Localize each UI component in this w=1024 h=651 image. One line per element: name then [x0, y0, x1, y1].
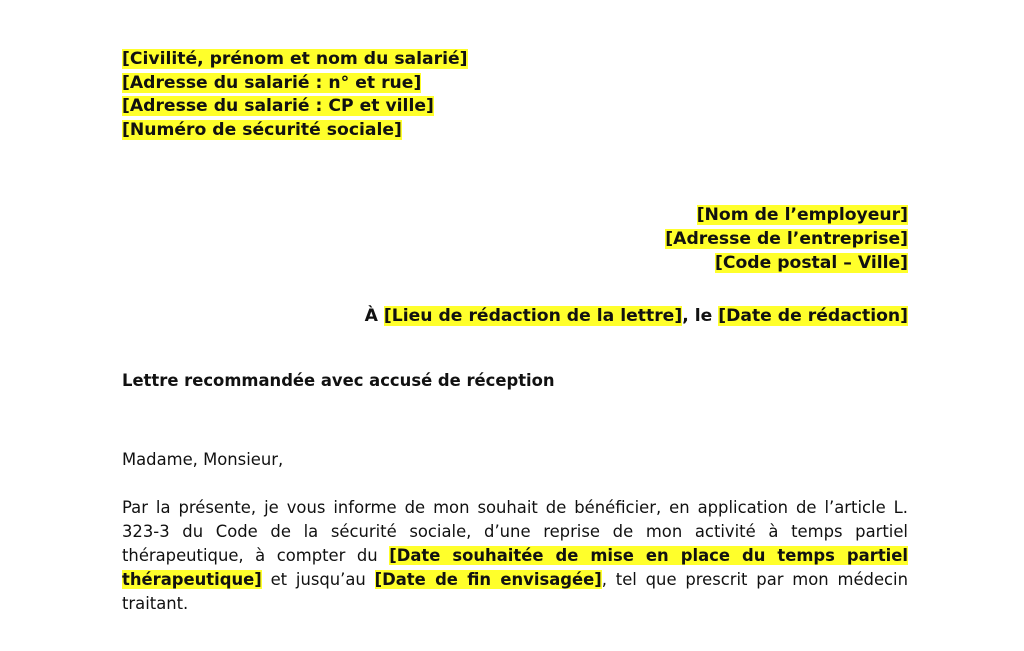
place-date-separator: , le: [682, 306, 719, 326]
sender-line: [122, 72, 908, 96]
body-text-part: Par la présente, je vous informe de mon souhait de bénéficier, en application de l’article L. 323-3 du Code de la sécurité sociale, d’une reprise de mon activité à temps partiel thérapeutique, à compter du: [122, 498, 908, 565]
employer-name-placeholder: [Nom de l’employeur]: [696, 205, 908, 225]
company-address-placeholder: [Adresse de l’entreprise]: [665, 229, 908, 249]
end-date-placeholder: [Date de fin envisagée]: [374, 570, 602, 589]
postal-code-city-placeholder: [Code postal – Ville]: [714, 253, 908, 273]
letter-page: [122, 48, 909, 613]
place-placeholder: [Lieu de rédaction de la lettre]: [383, 306, 683, 326]
sender-street-placeholder: [Adresse du salarié : n° et rue]: [122, 72, 422, 93]
place-date-line: [365, 304, 908, 328]
recipient-line: [665, 227, 908, 251]
sender-city-placeholder: [Adresse du salarié : CP et ville]: [122, 96, 434, 116]
sender-social-security-placeholder: [Numéro de sécurité sociale]: [122, 119, 402, 140]
sender-block: [122, 48, 908, 142]
start-date-placeholder: [Date souhaitée de mise en place du temps partiel thérapeutique]: [122, 546, 909, 589]
date-placeholder: [Date de rédaction]: [718, 306, 908, 326]
sender-line: [122, 95, 908, 119]
salutation: Madame, Monsieur,: [122, 450, 284, 469]
body-text-part: et jusqu’au: [261, 570, 375, 589]
letter-subject: Lettre recommandée avec accusé de réception: [122, 371, 555, 390]
place-date-prefix: À: [364, 306, 384, 326]
recipient-block: [665, 203, 908, 275]
body-text-part: , tel que prescrit par mon médecin traitant.: [122, 570, 908, 613]
recipient-line: [665, 203, 908, 227]
sender-name-placeholder: [Civilité, prénom et nom du salarié]: [122, 49, 468, 69]
sender-line: [122, 119, 908, 143]
recipient-line: [665, 251, 908, 275]
body-paragraph: [122, 496, 908, 616]
sender-line: [122, 48, 908, 72]
